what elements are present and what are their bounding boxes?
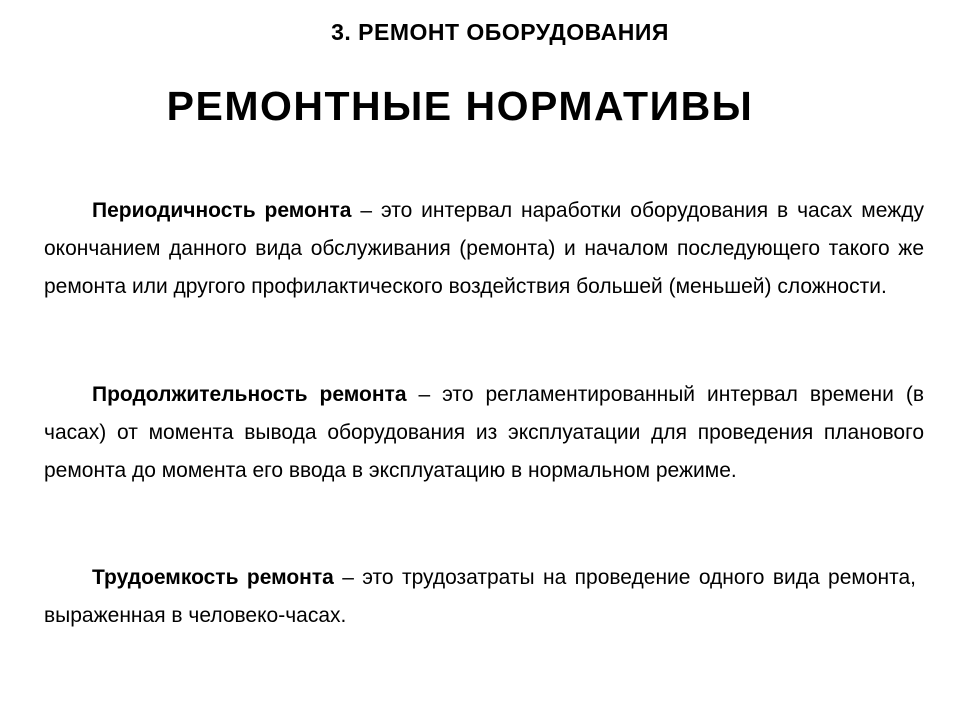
main-heading: РЕМОНТНЫЕ НОРМАТИВЫ — [166, 83, 754, 129]
definition-duration — [44, 376, 924, 490]
definition-text: – это регламентированный интервал времени (в часах) от момента вывода оборудования из эксплуатации для проведения планового ремонта до момента его ввода в эксплуатацию в нормальном режиме. — [44, 383, 925, 482]
definition-labor-intensity — [44, 559, 916, 635]
definition-term: Периодичность ремонта — [92, 199, 352, 222]
definition-text: – это интервал наработки оборудования в часах между окончанием данного вида обслуживания (ремонта) и началом последующего такого же ремонта или другого профилактического воздействия большей (меньшей) сложности. — [44, 199, 924, 298]
definition-term: Трудоемкость ремонта — [92, 566, 334, 589]
definition-term: Продолжительность ремонта — [92, 383, 407, 406]
section-heading: 3. РЕМОНТ ОБОРУДОВАНИЯ — [331, 19, 669, 45]
definition-periodicity — [44, 192, 924, 306]
definition-text: – это трудозатраты на проведение одного вида ремонта, выраженная в человеко-часах. — [44, 566, 916, 627]
